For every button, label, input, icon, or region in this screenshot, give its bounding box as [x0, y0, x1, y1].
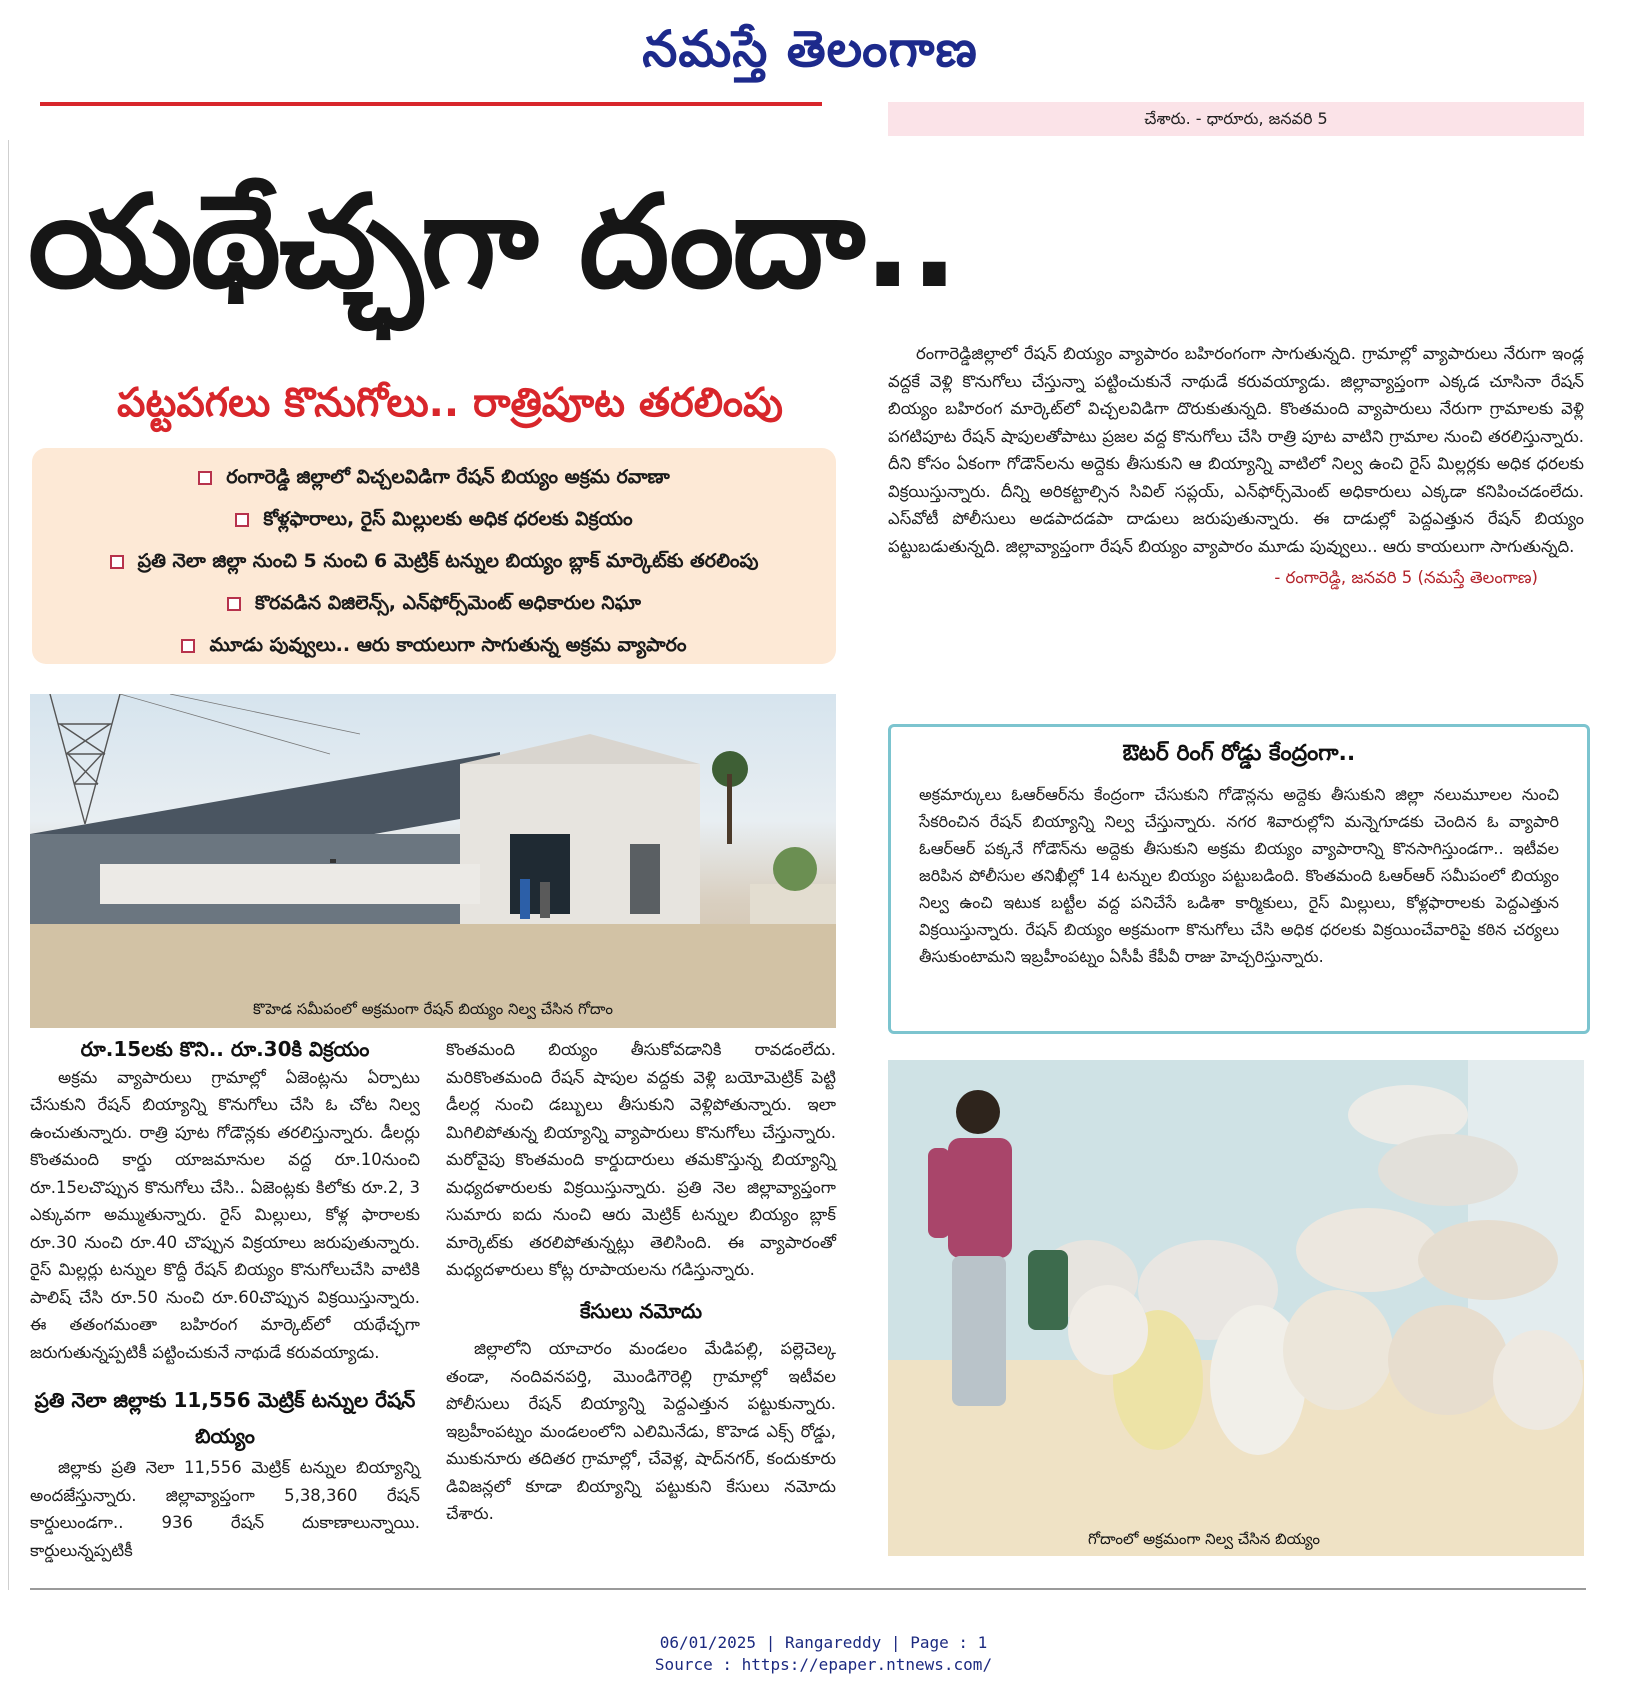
bullet-square-icon: [227, 597, 241, 611]
highlight-item: కోళ్లఫారాలు, రైస్ మిల్లులకు అధిక ధరలకు విక్రయం: [32, 504, 836, 534]
outer-ring-road-box: [888, 724, 1590, 1034]
photo1-caption: కొహెడ సమీపంలో అక్రమంగా రేషన్ బియ్యం నిల్వ చేసిన గోదాం: [253, 1000, 613, 1018]
sidebox-title: ఔటర్ రింగ్ రోడ్డు కేంద్రంగా..: [1122, 741, 1356, 766]
subheadline: పట్టపగలు కొనుగోలు.. రాత్రిపూట తరలింపు: [117, 380, 783, 426]
col2-text: కొంతమంది బియ్యం తీసుకోవడానికి రావడంలేదు. మరికొంతమంది రేషన్ షాపుల వద్దకు వెళ్లి బయోమెట్రిక్ పెట్టి డీలర్ల నుంచి డబ్బులు తీసుకుని వెళ్లిపోతున్నారు. ఇలా మిగిలిపోతున్న బియ్యాన్ని వ్యాపారులు కొనుగోలు చేస్తున్నారు. మరోవైపు కొంతమంది కార్డుదారులు తమకొస్తున్న బియ్యాన్ని మధ్యదళారులకు విక్రయిస్తున్నారు. ప్రతి నెల జిల్లావ్యాప్తంగా సుమారు ఐదు నుంచి ఆరు మెట్రిక్ టన్నుల బియ్యం బ్లాక్ మార్కెట్‌కు తరలిపోతున్నట్లు తెలిసింది. ఈ వ్యాపారంతో మధ్యదళారులు కోట్ల రూపాయలను గడిస్తున్నారు.: [446, 1040, 836, 1279]
bullet-square-icon: [198, 471, 212, 485]
highlights-box: [32, 448, 836, 664]
highlight-item: మూడు పువ్వులు.. ఆరు కాయలుగా సాగుతున్న అక్రమ వ్యాపారం: [32, 630, 836, 660]
warehouse-photo: [30, 694, 836, 1028]
bottom-rule: [30, 1588, 1586, 1590]
rice-bags-illustration: [888, 1060, 1584, 1556]
col1-heading: రూ.15లకు కొని.. రూ.30కి విక్రయం: [80, 1037, 370, 1061]
highlight-item: రంగారెడ్డి జిల్లాలో విచ్చలవిడిగా రేషన్ బియ్యం అక్రమ రవాణా: [32, 462, 836, 492]
top-strip: [888, 102, 1584, 136]
page-footer: [0, 1632, 1647, 1676]
article-column-1: [30, 1036, 420, 1564]
highlight-item: కొరవడిన విజిలెన్స్, ఎన్‌ఫోర్స్‌మెంట్ అధికారుల నిఘా: [32, 588, 836, 618]
footer-source-line: Source : https://epaper.ntnews.com/: [654, 1655, 993, 1674]
col1-heading-2: ప్రతి నెలా జిల్లాకు 11,556 మెట్రిక్ టన్నుల రేషన్ బియ్యం: [34, 1388, 416, 1448]
col2-heading: కేసులు నమోదు: [579, 1298, 703, 1323]
intro-article: [888, 340, 1584, 592]
photo2-caption: గోదాంలో అక్రమంగా నిల్వ చేసిన బియ్యం: [1088, 1530, 1320, 1548]
rice-bags-photo: [888, 1060, 1584, 1556]
intro-byline: - రంగారెడ్డి, జనవరి 5 (నమస్తే తెలంగాణ): [1274, 568, 1538, 587]
col1-text: అక్రమ వ్యాపారులు గ్రామాల్లో ఏజెంట్లను ఏర్పాటు చేసుకుని రేషన్ బియ్యాన్ని కొనుగోలు చేసి ఓ చోట నిల్వ ఉంచుతున్నారు. రాత్రి పూట గోడౌన్లకు తరలిస్తున్నారు. డీలర్లు కొంతమంది కార్డు యాజమానుల వద్ద రూ.10నుంచి రూ.15లచొప్పున కొనుగోలు చేసి.. ఏజెంట్లకు కిలోకు రూ.2, 3 ఎక్కువగా అమ్ముతున్నారు. రైస్ మిల్లులు, కోళ్ల ఫారాలకు రూ.30 నుంచి రూ.40 చొప్పున విక్రయాలు జరుపుతున్నారు. రైస్ మిల్లర్లు టన్నుల కొద్దీ రేషన్ బియ్యం కొనుగోలుచేసి వాటికి పాలిష్ చేసి రూ.50 నుంచి రూ.60చొప్పున విక్రయిస్తున్నారు. ఈ తతంగమంతా బహిరంగ మార్కెట్‌లో యథేచ్ఛగా జరుగుతున్నప్పటికీ పట్టించుకునే నాథుడే కరువయ్యాడు.: [30, 1067, 420, 1362]
page-edge-rule: [8, 140, 9, 1590]
col2-text-2: జిల్లాలోని యాచారం మండలం మేడిపల్లి, పల్లెచెల్క తండా, నందివనపర్తి, మొండిగౌరెల్లి గ్రామాల్లో ఇటీవల పోలీసులు రేషన్ బియ్యాన్ని పెద్దఎత్తున పట్టుకున్నారు. ఇబ్రహీంపట్నం మండలంలోని ఎలిమినేడు, కొహెడ ఎక్స్ రోడ్డు, ముకునూరు తదితర గ్రామాల్లో, చేవెళ్ల, షాద్‌నగర్, కందుకూరు డివిజన్లలో కూడా బియ్యాన్ని పట్టుకుని కేసులు నమోదు చేశారు.: [446, 1339, 836, 1523]
warehouse-illustration: [30, 694, 836, 1028]
footer-date-line: 06/01/2025 | Rangareddy | Page : 1: [659, 1633, 988, 1652]
newspaper-masthead: నమస్తే తెలంగాణ: [642, 19, 978, 78]
main-headline: యథేచ్ఛగా దందా..: [28, 168, 957, 317]
bullet-square-icon: [110, 555, 124, 569]
masthead-red-rule: [40, 102, 822, 106]
top-strip-text: చేశారు. - ధారూరు, జనవరి 5: [1144, 109, 1328, 128]
col1-text-2: జిల్లాకు ప్రతి నెలా 11,556 మెట్రిక్ టన్నుల బియ్యాన్ని అందజేస్తున్నారు. జిల్లావ్యాప్తంగా 5,38,360 రేషన్ కార్డులుండగా.. 936 రేషన్ దుకాణాలున్నాయి. కార్డులున్నప్పటికీ: [30, 1458, 420, 1560]
bullet-square-icon: [181, 639, 195, 653]
intro-text: రంగారెడ్డిజిల్లాలో రేషన్ బియ్యం వ్యాపారం బహిరంగంగా సాగుతున్నది. గ్రామాల్లో వ్యాపారులు నేరుగా ఇండ్ల వద్దకే వెళ్లి కొనుగోలు చేస్తున్నా పట్టించుకునే నాథుడే కరువయ్యాడు. జిల్లావ్యాప్తంగా ఎక్కడ చూసినా రేషన్ బియ్యం బహిరంగ మార్కెట్‌లో విచ్చలవిడిగా దొరుకుతున్నది. కొంతమంది వ్యాపారులు నేరుగా గ్రామాలకు వెళ్లి పగటిపూట రేషన్ షాపులతోపాటు ప్రజల వద్ద కొనుగోలు చేసి రాత్రి పూట వాటిని గ్రామాల నుంచి తరలిస్తున్నారు. దీని కోసం ఏకంగా గోడౌన్‌లను అద్దెకు తీసుకుని ఆ బియ్యాన్ని వాటిలో నిల్వ ఉంచి రైస్ మిల్లర్లకు అధిక ధరలకు విక్రయిస్తున్నారు. దీన్ని అరికట్టాల్సిన సివిల్ సప్లయ్, ఎన్‌ఫోర్స్‌మెంట్ అధికారులు ఎక్కడా కనిపించడంలేదు. ఎస్‌వోటీ పోలీసులు అడపాదడపా దాడులు జరుపుతున్నారు. ఈ దాడుల్లో పెద్దఎత్తున రేషన్ బియ్యం పట్టుబడుతున్నది. జిల్లావ్యాప్తంగా రేషన్ బియ్యం వ్యాపారం మూడు పువ్వులు.. ఆరు కాయలుగా సాగుతున్నది.: [888, 344, 1584, 556]
highlight-item: ప్రతి నెలా జిల్లా నుంచి 5 నుంచి 6 మెట్రిక్ టన్నుల బియ్యం బ్లాక్ మార్కెట్‌కు తరలింపు: [32, 546, 836, 576]
article-column-2: [446, 1036, 836, 1528]
bullet-square-icon: [235, 513, 249, 527]
sidebox-text: అక్రమార్కులు ఓఆర్‌ఆర్‌ను కేంద్రంగా చేసుకుని గోడౌన్లను అద్దెకు తీసుకుని జిల్లా నలుమూలల నుంచి సేకరించిన రేషన్ బియ్యాన్ని నిల్వ చేస్తున్నారు. నగర శివారుల్లోని మన్నెగూడకు చెందిన ఓ వ్యాపారి ఓఆర్‌ఆర్ పక్కనే గోడౌన్‌ను అద్దెకు తీసుకుని అక్రమ బియ్యం వ్యాపారాన్ని కొనసాగిస్తుండగా.. ఇటీవల జరిపిన పోలీసుల తనిఖీల్లో 14 టన్నుల బియ్యం పట్టుబడింది. కొంతమంది ఓఆర్‌ఆర్ సమీపంలో బియ్యం నిల్వ ఉంచి ఇటుక బట్టీల వద్ద పనిచేసే ఒడిశా కార్మికులు, రైస్ మిల్లులు, కోళ్లఫారాలకు పెద్దఎత్తున విక్రయిస్తున్నారు. రేషన్ బియ్యం అక్రమంగా కొనుగోలు చేసి అధిక ధరలకు విక్రయించేవారిపై కఠిన చర్యలు తీసుకుంటామని ఇబ్రహీంపట్నం ఏసీపీ కేపీవీ రాజు హెచ్చరిస్తున్నారు.: [919, 785, 1559, 966]
